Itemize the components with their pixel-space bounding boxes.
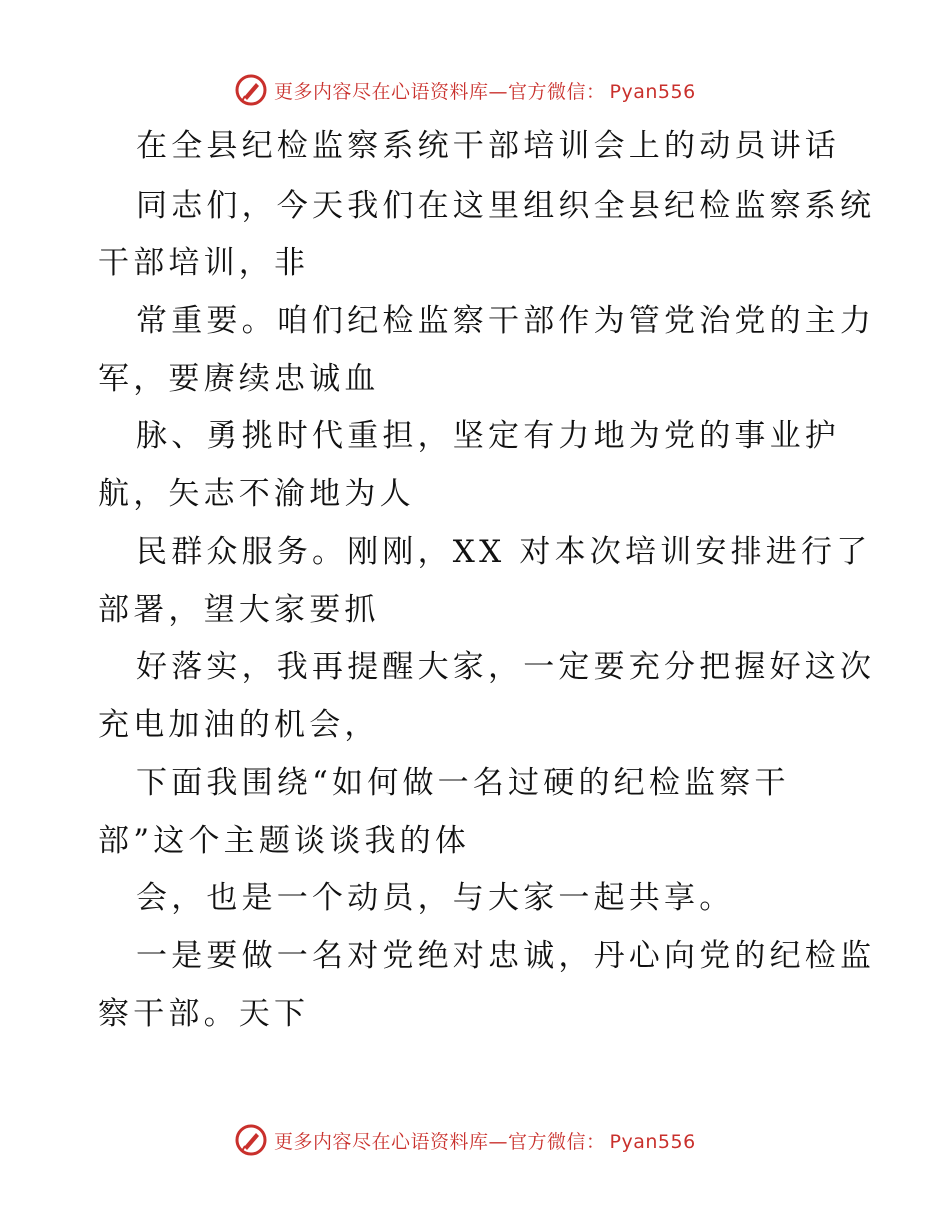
text-line: 下面我围绕“如何做一名过硬的纪检监察干	[136, 765, 790, 801]
text-line: 部”这个主题谈谈我的体	[98, 823, 471, 859]
text-line: 好落实，我再提醒大家，一定要充分把握好这次	[136, 649, 876, 685]
quill-logo-icon	[234, 73, 268, 107]
text-line: 常重要。咱们纪检监察干部作为管党治党的主力	[136, 303, 876, 339]
footer-banner-label: 更多内容尽在心语资料库—官方微信：	[274, 1130, 606, 1153]
header-banner	[234, 73, 696, 107]
text-line: 航，矢志不渝地为人	[98, 476, 415, 512]
footer-banner	[234, 1123, 696, 1157]
text-line: 充电加油的机会，	[98, 707, 380, 743]
text-line: 军，要赓续忠诚血	[98, 361, 380, 397]
text-line: 脉、勇挑时代重担，坚定有力地为党的事业护	[136, 418, 840, 454]
footer-wechat-handle: Pyan556	[609, 1130, 696, 1153]
header-banner-label: 更多内容尽在心语资料库—官方微信：	[274, 80, 606, 103]
quill-logo-icon	[234, 1123, 268, 1157]
text-line: 干部培训，非	[98, 245, 310, 281]
text-line: 民群众服务。刚刚，XX 对本次培训安排进行了	[136, 534, 872, 570]
footer-banner-text	[274, 1127, 696, 1154]
text-line: 察干部。天下	[98, 996, 310, 1032]
text-line: 一是要做一名对党绝对忠诚，丹心向党的纪检监	[136, 938, 876, 974]
text-line: 会，也是一个动员，与大家一起共享。	[136, 880, 735, 916]
text-line: 同志们，今天我们在这里组织全县纪检监察系统	[136, 188, 876, 224]
header-banner-text	[274, 77, 696, 104]
document-title: 在全县纪检监察系统干部培训会上的动员讲话	[136, 128, 840, 164]
header-wechat-handle: Pyan556	[609, 80, 696, 103]
text-line: 部署，望大家要抓	[98, 592, 380, 628]
